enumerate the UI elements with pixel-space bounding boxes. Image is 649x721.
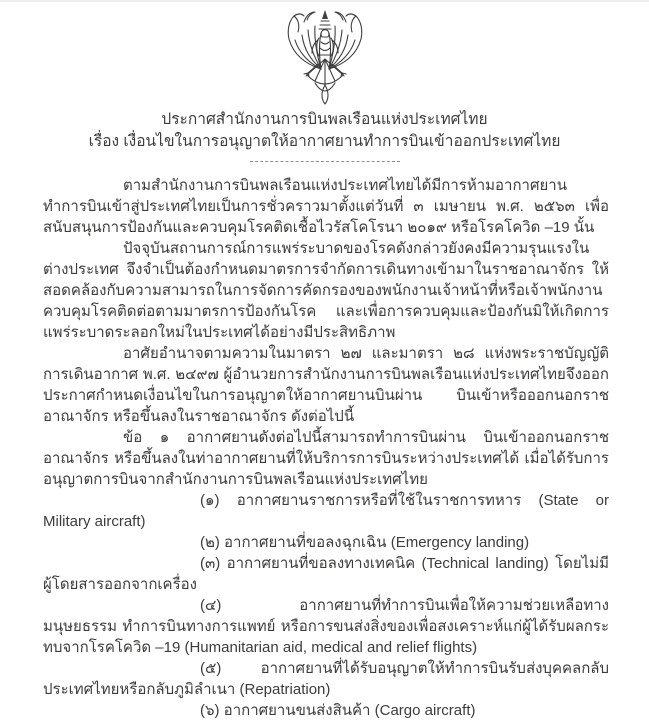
document-header: [0, 109, 649, 153]
title-divider: [250, 161, 400, 162]
list-item-2: (๒) อากาศยานที่ขอลงฉุกเฉิน (Emergency landing): [200, 534, 530, 551]
paragraph-preamble: ตามสำนักงานการบินพลเรือนแห่งประเทศไทยได้มีการห้ามอากาศยานทำการบินเข้าสู่ประเทศไทยเป็นการชั่วคราวมาตั้งแต่วันที่ ๓ เมษายน พ.ศ. ๒๕๖๓ เพื่อสนับสนุนการป้องกันและควบคุมโรคติดเชื้อไวรัสโคโรนา ๒๐๑๙ หรือโรคโควิด –19 นั้น: [43, 177, 609, 236]
list-item-5: (๕) อากาศยานที่ได้รับอนุญาตให้ทำการบินรับส่งบุคคลกลับประเทศไทยหรือกลับภูมิลำเนา (Repatriation): [43, 660, 609, 698]
list-item-4: (๔) อากาศยานที่ทำการบินเพื่อให้ความช่วยเหลือทางมนุษยธรรม ทำการบินทางการแพทย์ หรือการขนส่งสิ่งของเพื่อสงเคราะห์แก่ผู้ได้รับผลกระทบจากโรคโควิด –19 (Humanitarian aid, medical and relief flights): [43, 597, 609, 656]
subject-line: เรื่อง เงื่อนไขในการอนุญาตให้อากาศยานทำการบินเข้าออกประเทศไทย: [88, 133, 561, 150]
paragraph-authority: อาศัยอำนาจตามความในมาตรา ๒๗ และมาตรา ๒๘ แห่งพระราชบัญญัติการเดินอากาศ พ.ศ. ๒๔๙๗ ผู้อำนวยการสำนักงานการบินพลเรือนแห่งประเทศไทยจึงออกประกาศกำหนดเงื่อนไขในการอนุญาตให้อากาศยานบินผ่าน บินเข้าหรือออกนอกราชอาณาจักร หรือขึ้นลงในราชอาณาจักร ดังต่อไปนี้: [43, 345, 609, 425]
paragraph-clause-1: ข้อ ๑ อากาศยานดังต่อไปนี้สามารถทำการบินผ่าน บินเข้าออกนอกราชอาณาจักร หรือขึ้นลงในท่าอากาศยานที่ให้บริการการบินระหว่างประเทศได้ เมื่อได้รับการอนุญาตการบินจากสำนักงานการบินพลเรือนแห่งประเทศไทย: [43, 429, 609, 488]
garuda-emblem-icon: [277, 9, 373, 106]
list-item-1: (๑) อากาศยานราชการหรือที่ใช้ในราชการทหาร (State or Military aircraft): [43, 492, 609, 530]
paragraph-situation: ปัจจุบันสถานการณ์การแพร่ระบาดของโรคดังกล่าวยังคงมีความรุนแรงในต่างประเทศ จึงจำเป็นต้องกำหนดมาตรการจำกัดการเดินทางเข้ามาในราชอาณาจักร ให้สอดคล้องกับความสามารถในการจัดการคัดกรองของพนักงานเจ้าหน้าที่หรือเจ้าพนักงานควบคุมโรคติดต่อตามมาตรการป้องกันโรค และเพื่อการควบคุมและป้องกันมิให้เกิดการแพร่ระบาดระลอกใหม่ในประเทศได้อย่างมีประสิทธิภาพ: [43, 240, 609, 341]
list-item-6: (๖) อากาศยานขนส่งสินค้า (Cargo aircraft): [200, 702, 476, 719]
announcement-title: ประกาศสำนักงานการบินพลเรือนแห่งประเทศไทย: [161, 111, 488, 128]
emblem-area: [0, 2, 649, 109]
list-item-3: (๓) อากาศยานที่ขอลงทางเทคนิค (Technical landing) โดยไม่มีผู้โดยสารออกจากเครื่อง: [43, 555, 609, 593]
document-body: [0, 175, 649, 721]
